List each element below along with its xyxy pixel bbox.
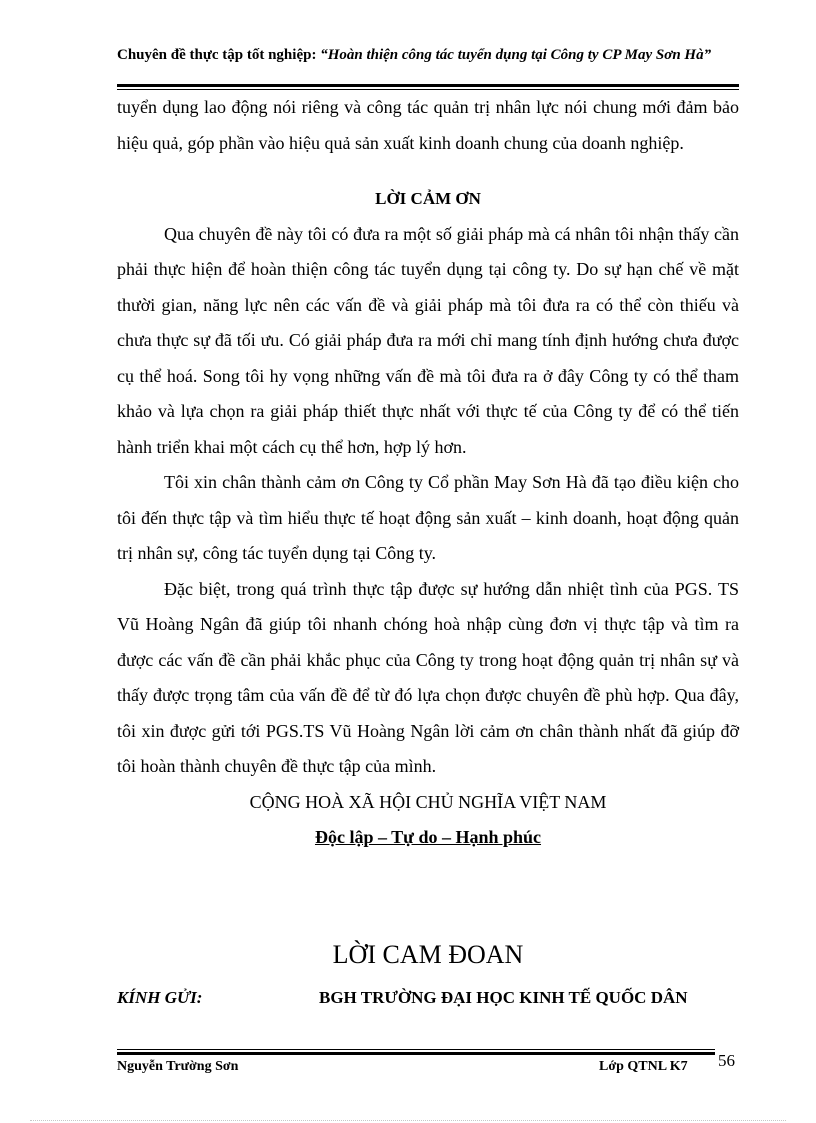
header-rule-thick [117, 84, 739, 87]
footer-rule-thick [117, 1052, 715, 1055]
page-bottom-border [30, 1120, 786, 1121]
page-number: 56 [718, 1051, 735, 1070]
addressee: BGH TRƯỜNG ĐẠI HỌC KINH TẾ QUỐC DÂN [319, 988, 688, 1007]
page-header [117, 48, 739, 63]
intro-continuation: tuyển dụng lao động nói riêng và công tác quản trị nhân lực nói chung mới đảm bảo hiệu quả, góp phần vào hiệu quả sản xuất kinh doanh chung của doanh nghiệp. [117, 97, 739, 153]
national-motto-line [117, 820, 739, 856]
footer-class: Lớp QTNL K7 [599, 1059, 688, 1074]
thanks-paragraph-2: Tôi xin chân thành cảm ơn Công ty Cổ phần May Sơn Hà đã tạo điều kiện cho tôi đến thực tập và tìm hiểu thực tế hoạt động sản xuất – kinh doanh, hoạt động quản trị nhân sự, công tác tuyển dụng tại Công ty. [117, 472, 739, 563]
addressee-label: KÍNH GỬI: [117, 988, 203, 1007]
national-title: CỘNG HOÀ XÃ HỘI CHỦ NGHĨA VIỆT NAM [249, 791, 607, 812]
thanks-paragraph-3: Đặc biệt, trong quá trình thực tập được sự hướng dẫn nhiệt tình của PGS. TS Vũ Hoàng Ngân đã giúp tôi nhanh chóng hoà nhập cùng đơn vị thực tập và tìm ra được các vấn đề cần phải khắc phục của Công ty trong hoạt động quản trị nhân sự và thấy được trọng tâm của vấn đề để từ đó lựa chọn được chuyên đề phù hợp. Qua đây, tôi xin được gửi tới PGS.TS Vũ Hoàng Ngân lời cảm ơn chân thành nhất đã giúp đỡ tôi hoàn thành chuyên đề thực tập của mình. [117, 578, 739, 776]
header-title: “Hoàn thiện công tác tuyển dụng tại Công ty CP May Sơn Hà” [320, 47, 712, 63]
footer-rule-thin [117, 1049, 715, 1050]
national-motto: Độc lập – Tự do – Hạnh phúc [314, 827, 542, 847]
spacer [117, 161, 739, 181]
document-body [117, 90, 739, 856]
header-label: Chuyên đề thực tập tốt nghiệp: [117, 47, 321, 63]
footer-author: Nguyễn Trường Sơn [117, 1059, 239, 1074]
commitment-title: LỜI CAM ĐOAN [332, 940, 524, 969]
thanks-paragraph-1: Qua chuyên đề này tôi có đưa ra một số giải pháp mà cá nhân tôi nhận thấy cần phải thực hiện để hoàn thiện công tác tuyển dụng tại công ty. Do sự hạn chế về mặt thười gian, năng lực nên các vấn đề và giải pháp mà tôi đưa ra có thể còn thiếu và chưa thực sự đã tối ưu. Có giải pháp đưa ra mới chỉ mang tính định hướng chưa được cụ thể hoá. Song tôi hy vọng những vấn đề mà tôi đưa ra ở đây Công ty có thể tham khảo và lựa chọn ra giải pháp thiết thực nhất với thực tế của Công ty để có thể tiến hành triển khai một cách cụ thể hơn, hợp lý hơn. [117, 223, 739, 457]
thanks-heading: LỜI CẢM ƠN [375, 189, 481, 208]
addressee-line [117, 986, 739, 1010]
